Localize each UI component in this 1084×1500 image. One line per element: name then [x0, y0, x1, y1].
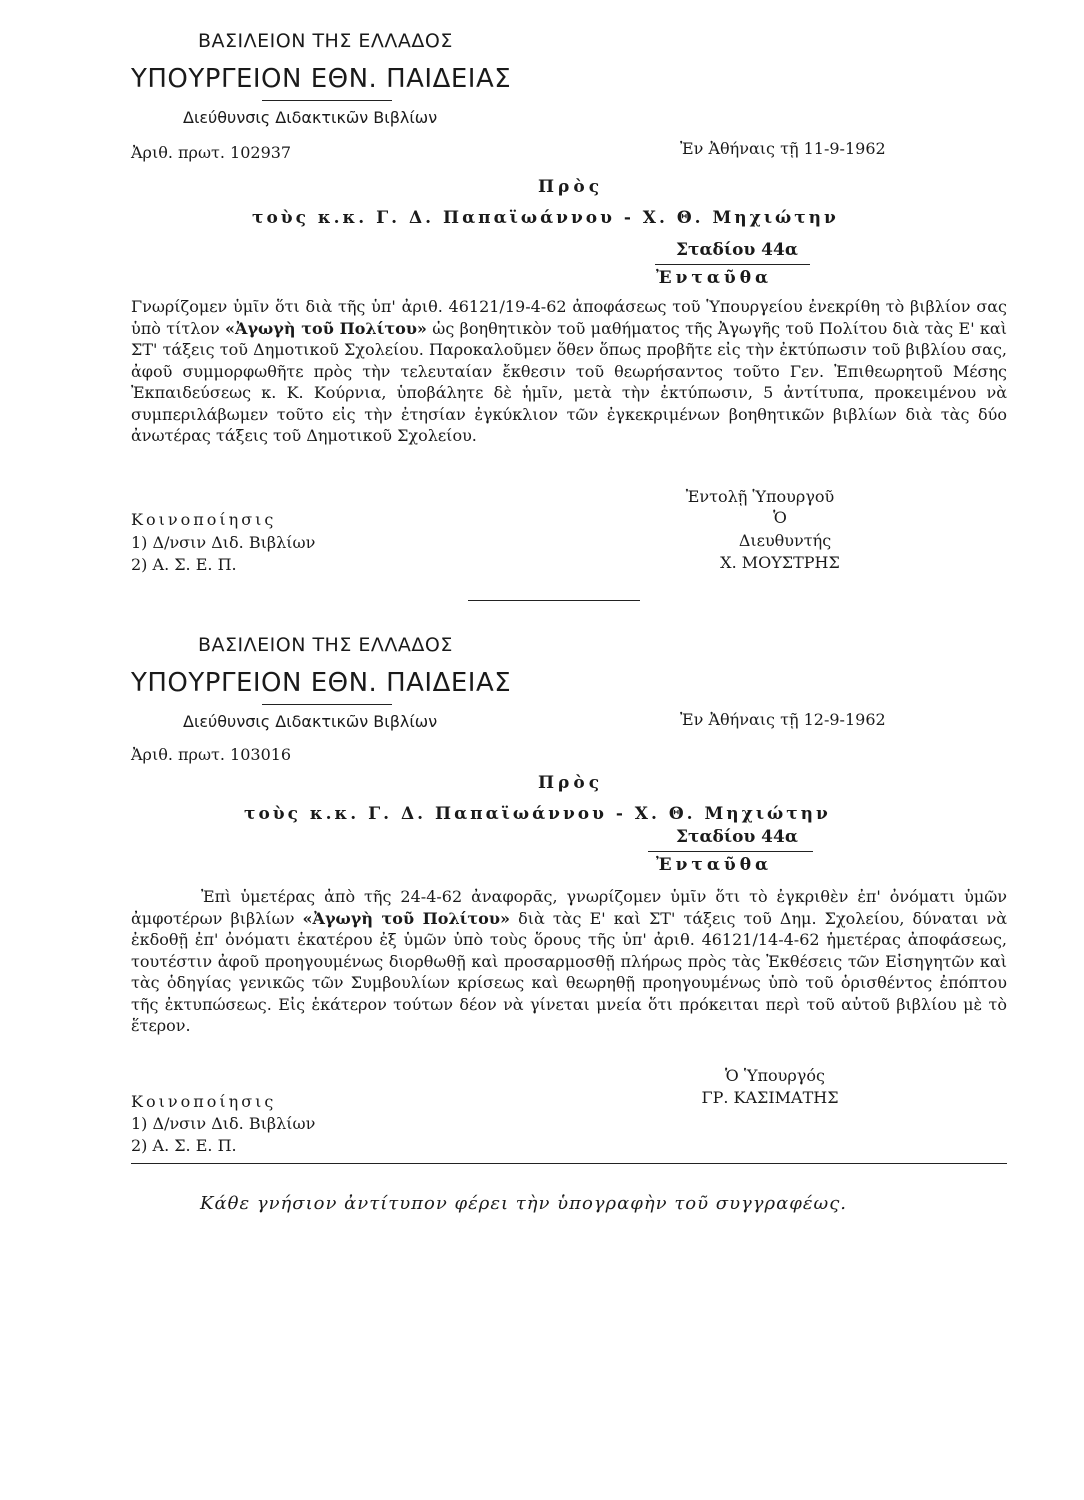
heading-divider	[262, 100, 392, 101]
protocol-number: Ἀριθ. πρωτ. 103016	[131, 745, 292, 764]
footer-divider	[131, 1163, 1007, 1164]
city-line: Ἐνταῦθα	[656, 855, 773, 875]
cc-item-1: 1) Δ/νσιν Διδ. Βιβλίων	[131, 533, 316, 552]
letter-body	[131, 886, 1007, 1037]
ministry-heading: ΥΠΟΥΡΓΕΙΟΝ ΕΘΝ. ΠΑΙΔΕΙΑΣ	[131, 668, 512, 698]
protocol-number: Ἀριθ. πρωτ. 102937	[131, 143, 292, 162]
letter-body	[131, 296, 1007, 447]
kingdom-heading: ΒΑΣΙΛΕΙΟΝ ΤΗΣ ΕΛΛΑΔΟΣ	[198, 634, 453, 656]
body-text-2: ὡς βοηθητικὸν τοῦ μαθήματος τῆς Ἀγωγῆς τοῦ Πολίτου διὰ τὰς Ε' καὶ ΣΤ' τάξεις τοῦ Δημοτικοῦ Σχολείου. Παροκαλοῦμεν ὅθεν ὅπως προβῆτε εἰς τὴν ἐκτύπωσιν τοῦ βιβλίου σας, ἀφοῦ συμμορφωθῆτε πρὸς τὴν τελευταίαν ἔκθεσιν τοῦ θεωρήσαντος τοῦτο Γεν. Ἐπιθεωρητοῦ Μέσης Ἐκπαιδεύσεως κ. Κ. Κούρνια, ὑποβάλητε δὲ ἡμῖν, μετὰ τὴν ἐκτύπωσιν, 5 ἀντίτυπα, προκειμένου νὰ συμπεριλάβωμεν τοῦτο εἰς τὴν ἐτησίαν ἐγκύκλιον τῶν ἐγκεκριμένων βοηθητικῶν βιβλίων διὰ τὰς δύο ἀνωτέρας τάξεις τοῦ Δημοτικοῦ Σχολείου.	[131, 318, 1008, 445]
body-text-1: Γνωρίζομεν ὑμῖν ὅτι διὰ τῆς ὑπ' ἀριθ. 46121/19-4-62 ἀποφάσεως τοῦ Ὑπουργείου ἐνεκρίθη τὸ βιβλίον σας ὑπὸ τίτλον	[131, 297, 1007, 338]
footer-note: Κάθε γνήσιον ἀντίτυπον φέρει τὴν ὑπογραφὴν τοῦ συγγραφέως.	[200, 1193, 848, 1214]
body-text-2: διὰ τὰς Ε' καὶ ΣΤ' τάξεις τοῦ Δημ. Σχολείου, δύναται νὰ ἐκδοθῇ ἐπ' ὀνόματι ἑκατέρου ἐξ ὑμῶν ὑπὸ τοὺς ὅρους τῆς ὑπ' ἀριθ. 46121/14-4-62 ἡμετέρας ἀποφάσεως, τουτέστιν ἀφοῦ προηγουμένως διορθωθῇ καὶ προσαρμοσθῇ πλήρως πρὸς τὰς Ἐκθέσεις τῶν Εἰσηγητῶν καὶ τὰς ὁδηγίας γενικῶς τῶν Συμβουλίων κρίσεως καὶ θεωρηθῇ προηγουμένως ὑπὸ τοῦ ὁρισθέντος ἐπόπτου τῆς ἐκτυπώσεως. Εἰς ἑκάτερον τούτων δέον νὰ γίνεται μνεία ὅτι πρόκειται περὶ τοῦ αὐτοῦ βιβλίου μὲ τὸ ἕτερον.	[131, 908, 1007, 1035]
address-divider	[655, 264, 810, 265]
body-text-1: Ἐπὶ ὑμετέρας ἀπὸ τῆς 24-4-62 ἀναφορᾶς, γνωρίζομεν ὑμῖν ὅτι τὸ ἐγκριθὲν ἐπ' ὀνόματι ὑμῶν ἀμφοτέρων βιβλίων	[131, 887, 1007, 928]
city-line: Ἐνταῦθα	[656, 268, 773, 288]
cc-title: Κοινοποίησις	[131, 510, 277, 529]
signature-article: Ὁ	[773, 508, 787, 527]
place-date: Ἐν Ἀθήναις τῇ 12-9-1962	[680, 710, 886, 729]
place-date: Ἐν Ἀθήναις τῇ 11-9-1962	[680, 139, 886, 158]
department-line: Διεύθυνσις Διδακτικῶν Βιβλίων	[183, 108, 438, 127]
kingdom-heading: ΒΑΣΙΛΕΙΟΝ ΤΗΣ ΕΛΛΑΔΟΣ	[198, 30, 453, 52]
signature-order: Ἐντολῇ Ὑπουργοῦ	[685, 487, 835, 506]
street-address: Σταδίου 44α	[676, 240, 798, 260]
book-title: «Ἀγωγὴ τοῦ Πολίτου»	[225, 318, 427, 338]
signature-role: Ὁ Ὑπουργός	[725, 1066, 825, 1085]
signature-role: Διευθυντής	[738, 531, 832, 550]
address-divider	[648, 851, 813, 852]
department-line: Διεύθυνσις Διδακτικῶν Βιβλίων	[183, 712, 438, 731]
cc-item-2: 2) Α. Σ. Ε. Π.	[131, 555, 237, 574]
cc-item-2: 2) Α. Σ. Ε. Π.	[131, 1136, 237, 1155]
cc-item-1: 1) Δ/νσιν Διδ. Βιβλίων	[131, 1114, 316, 1133]
addressee-line: τοὺς κ.κ. Γ. Δ. Παπαϊωάννου - Χ. Θ. Μηχιώτην	[252, 208, 839, 228]
cc-title: Κοινοποίησις	[131, 1092, 277, 1111]
addressee-line: τοὺς κ.κ. Γ. Δ. Παπαϊωάννου - Χ. Θ. Μηχιώτην	[244, 804, 831, 824]
to-label: Πρὸς	[538, 177, 604, 197]
signature-name: Χ. ΜΟΥΣΤΡΗΣ	[720, 553, 840, 572]
heading-divider	[262, 704, 392, 705]
to-label: Πρὸς	[538, 773, 604, 793]
street-address: Σταδίου 44α	[676, 827, 798, 847]
book-title: «Ἀγωγὴ τοῦ Πολίτου»	[302, 908, 510, 928]
signature-name: ΓΡ. ΚΑΣΙΜΑΤΗΣ	[701, 1088, 839, 1107]
ministry-heading: ΥΠΟΥΡΓΕΙΟΝ ΕΘΝ. ΠΑΙΔΕΙΑΣ	[131, 64, 512, 94]
letter-separator	[468, 600, 640, 601]
